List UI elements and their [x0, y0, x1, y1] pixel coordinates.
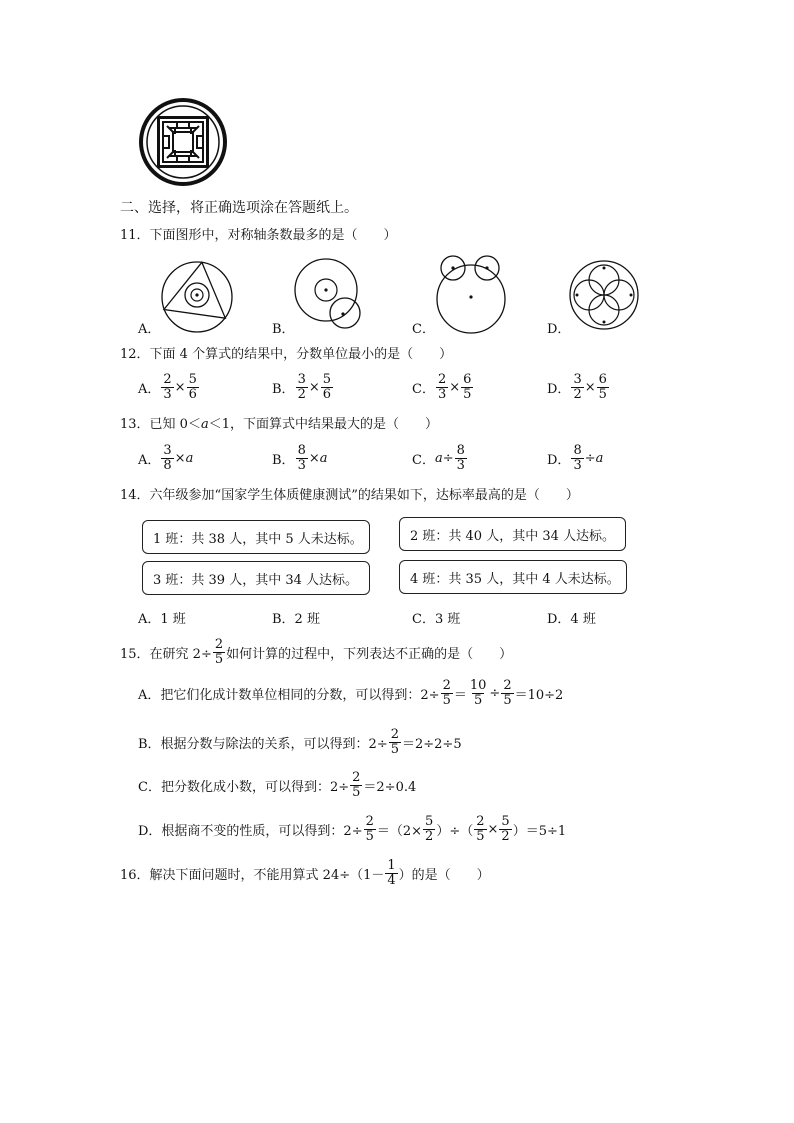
- q12-option-d: D． $\frac{3}{2}$ × $\frac{6}{5}$: [547, 372, 607, 402]
- q15-option-a: A．把它们化成计数单位相同的分数，可以得到：2÷ $\frac{2}{5}$ ＝ $\frac{10}{5}$ ÷ $\frac{2}{5}$ ＝10÷2: [138, 678, 564, 708]
- fraction: $\frac{2}{5}$: [442, 678, 451, 708]
- question-15-stem: 15．在研究 2÷ $\frac{2}{5}$ 如何计算的过程中，下列表达不正确的是（ ）: [120, 637, 513, 667]
- q14-option-c: C．3 班: [412, 612, 461, 627]
- q15-option-c: C．把分数化成小数，可以得到：2÷ $\frac{2}{5}$ ＝2÷0.4: [138, 770, 417, 800]
- question-16-stem: 16．解决下面问题时，不能用算式 24÷（1－ $\frac{1}{4}$ ）的是（ ）: [120, 858, 490, 888]
- fraction: $\frac{6}{5}$: [598, 372, 607, 402]
- fraction: $\frac{3}{8}$: [163, 443, 172, 473]
- fraction: $\frac{3}{2}$: [297, 372, 306, 402]
- fraction: $\frac{2}{5}$: [214, 637, 224, 667]
- fraction: $\frac{1}{4}$: [387, 858, 396, 888]
- q12-option-a: A． $\frac{2}{3}$ × $\frac{5}{6}$: [138, 372, 197, 402]
- class-1-result-box: 1 班：共 38 人，其中 5 人未达标。: [142, 520, 370, 554]
- q11-option-a-label: A．: [138, 322, 161, 337]
- fraction: $\frac{5}{6}$: [188, 372, 197, 402]
- lattice-window-figure: [139, 98, 227, 186]
- q14-option-b: B．2 班: [272, 612, 320, 627]
- fraction: $\frac{8}{3}$: [573, 443, 582, 473]
- question-12-stem: 12．下面 4 个算式的结果中，分数单位最小的是（ ）: [120, 347, 453, 362]
- question-13-stem: 13．已知 0＜a＜1，下面算式中结果最大的是（ ）: [120, 417, 438, 432]
- q12-option-c: C． $\frac{2}{3}$ × $\frac{6}{5}$: [412, 372, 472, 402]
- q13-option-a: A． $\frac{3}{8}$ × a: [138, 443, 194, 473]
- figure-d-flower-circles-icon: [567, 258, 641, 332]
- class-3-result-box: 3 班：共 39 人，其中 34 人达标。: [142, 561, 370, 595]
- figure-a-circle-triangle-icon: [158, 258, 236, 336]
- q11-option-c-label: C．: [412, 322, 435, 337]
- fraction: $\frac{3}{2}$: [573, 372, 582, 402]
- q13-option-c: C． a ÷ $\frac{8}{3}$: [412, 443, 465, 473]
- fraction: $\frac{2}{5}$: [352, 770, 361, 800]
- section-title: 二、选择，将正确选项涂在答题纸上。: [120, 200, 358, 216]
- q12-option-b: B． $\frac{3}{2}$ × $\frac{5}{6}$: [272, 372, 332, 402]
- question-14-stem: 14．六年级参加“国家学生体质健康测试”的结果如下，达标率最高的是（ ）: [120, 488, 579, 503]
- figure-b-two-circles-icon: [293, 256, 373, 336]
- fraction: $\frac{8}{3}$: [456, 443, 465, 473]
- q11-option-b-label: B．: [272, 322, 295, 337]
- q15-option-d: D．根据商不变的性质，可以得到：2÷ $\frac{2}{5}$ ＝（2× $\frac{5}{2}$ ）÷（ $\frac{2}{5}$ × $\frac{5}{2}$ ）＝5÷1: [138, 814, 567, 844]
- q13-option-d: D． $\frac{8}{3}$ ÷ a: [547, 443, 604, 473]
- fraction: $\frac{2}{5}$: [365, 814, 374, 844]
- q11-option-d-label: D．: [547, 322, 571, 337]
- figure-c-bear-circles-icon: [433, 252, 511, 338]
- class-2-result-box: 2 班：共 40 人，其中 34 人达标。: [399, 517, 626, 551]
- q14-option-a: A．1 班: [138, 612, 186, 627]
- q15-option-b: B．根据分数与除法的关系，可以得到：2÷ $\frac{2}{5}$ ＝2÷2÷5: [138, 727, 462, 757]
- class-4-result-box: 4 班：共 35 人，其中 4 人未达标。: [399, 560, 627, 594]
- fraction: $\frac{6}{5}$: [463, 372, 472, 402]
- fraction: $\frac{5}{2}$: [425, 814, 434, 844]
- fraction: $\frac{2}{3}$: [163, 372, 172, 402]
- q14-option-d: D．4 班: [547, 612, 596, 627]
- fraction: $\frac{5}{2}$: [501, 814, 510, 844]
- question-11-stem: 11．下面图形中，对称轴条数最多的是（ ）: [120, 228, 397, 243]
- fraction: $\frac{2}{5}$: [476, 814, 485, 844]
- fraction: $\frac{10}{5}$: [469, 678, 487, 708]
- fraction: $\frac{2}{3}$: [437, 372, 447, 402]
- fraction: $\frac{5}{6}$: [322, 372, 332, 402]
- fraction: $\frac{2}{5}$: [503, 678, 512, 708]
- fraction: $\frac{2}{5}$: [390, 727, 399, 757]
- fraction: $\frac{8}{3}$: [297, 443, 306, 473]
- q13-option-b: B． $\frac{8}{3}$ × a: [272, 443, 328, 473]
